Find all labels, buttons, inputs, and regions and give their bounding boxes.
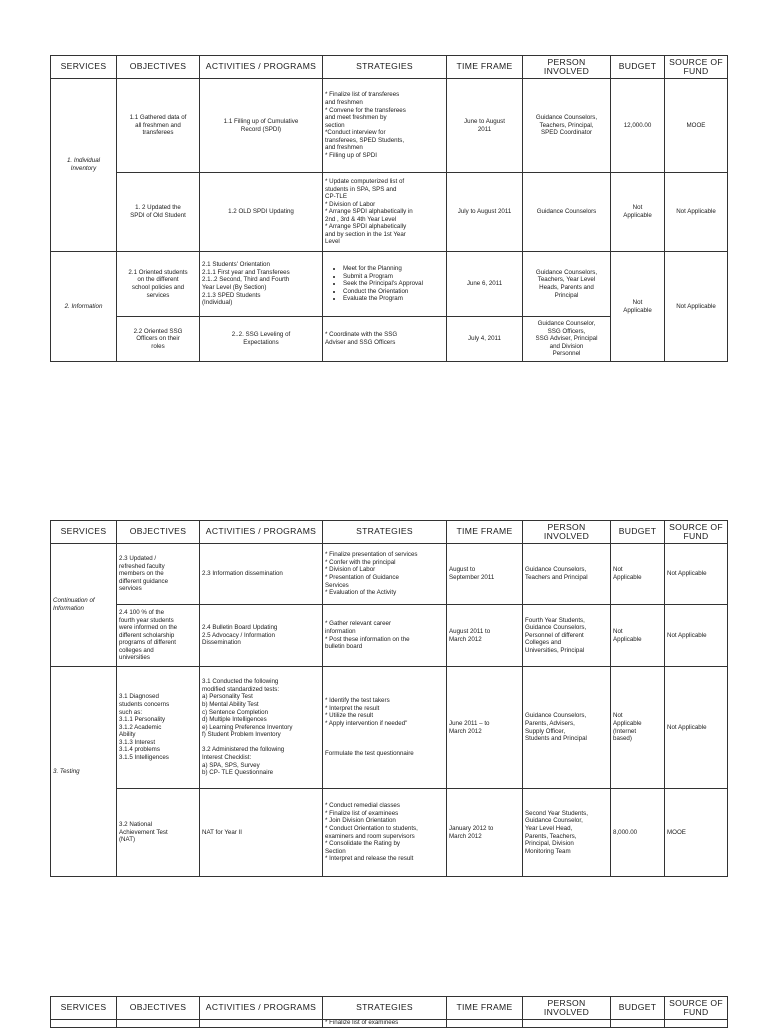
time-frame-cell: June to August 2011 <box>447 79 523 173</box>
header-services: SERVICES <box>51 56 117 79</box>
persons-cell: Second Year Students, Guidance Counselor, Year Level Head, Parents, Teachers, Principal, Division Monitoring Team <box>523 789 611 877</box>
header-person-involved: PERSON INVOLVED <box>523 521 611 544</box>
fund-cell: Not Applicable <box>665 544 728 605</box>
header-row <box>51 997 728 1020</box>
list-item: • Seek the Principal's Approval <box>343 280 444 288</box>
strategy-cell: * Update computerized list of students in SPA, SPS and CP-TLE * Division of Labor * Arrange SPDI alphabetically in 2nd , 3rd & 4th Year Level * Arrange SPDI alphabetically and by section in the 1st Year Level <box>323 173 447 252</box>
header-row <box>51 56 728 79</box>
header-objectives: OBJECTIVES <box>117 521 200 544</box>
header-budget: BUDGET <box>611 997 665 1020</box>
budget-cell: 8,000.00 <box>611 789 665 877</box>
list-item: • Conduct the Orientation <box>343 288 444 296</box>
strategy-cell: * Conduct remedial classes * Finalize list of examinees * Join Division Orientation * Conduct Orientation to students, examiners and room supervisors * Consolidate the Rating by Section * Interpret and release the result <box>323 789 447 877</box>
header-time-frame: TIME FRAME <box>447 521 523 544</box>
objective-cell: 2.1 Oriented students on the different school policies and services <box>117 252 200 317</box>
service-cell: Continuation of Information <box>51 544 117 667</box>
strategy-cell <box>323 252 447 317</box>
persons-cell: Guidance Counselors, Parents, Advisers, Supply Officer, Students and Principal <box>523 667 611 789</box>
objective-cell: 2.3 Updated / refreshed faculty members on the different guidance services <box>117 544 200 605</box>
guidance-plan-table-2 <box>50 520 728 877</box>
strategy-cell: * Finalize list of examinees <box>323 1020 447 1028</box>
persons-cell: Guidance Counselors <box>523 173 611 252</box>
guidance-plan-table-3 <box>50 996 728 1028</box>
persons-cell: Guidance Counselors, Teachers, Year Level Heads, Parents and Principal <box>523 252 611 317</box>
persons-cell: Guidance Counselor, SSG Officers, SSG Adviser, Principal and Division Personnel <box>523 317 611 362</box>
objective-cell: 3.2 National Achievement Test (NAT) <box>117 789 200 877</box>
strategy-cell: * Identify the test takers * Interpret the result * Utilize the result * Apply intervention if needed" Formulate the test questionnaire <box>323 667 447 789</box>
table-row <box>51 544 728 605</box>
guidance-plan-table-1 <box>50 55 728 362</box>
fund-cell: Not Applicable <box>665 667 728 789</box>
list-item: • Evaluate the Program <box>343 295 444 303</box>
activity-cell: 3.1 Conducted the following modified standardized tests: a) Personality Test b) Mental Ability Test c) Sentence Completion d) Multiple Intelligences e) Learning Preference Inventory f) Student Problem Inventory 3.2 Administered the following Interest Checklist: a) SPA, SPS, Survey b) CP- TLE Questionnaire <box>200 667 323 789</box>
objective-cell: 1. 2 Updated the SPDI of Old Student <box>117 173 200 252</box>
fund-cell: MOOE <box>665 79 728 173</box>
fund-cell: MOOE <box>665 789 728 877</box>
list-item: • Meet for the Planning <box>343 265 444 273</box>
service-cell: 1. Individual Inventory <box>51 79 117 252</box>
budget-cell: Not Applicable <box>611 173 665 252</box>
fund-cell: Not Applicable <box>665 605 728 667</box>
objective-cell: 3.1 Diagnosed students concerns such as: 3.1.1 Personality 3.1.2 Academic Ability 3.1.3 Interest 3.1.4 problems 3.1.5 Intelligences <box>117 667 200 789</box>
budget-cell: Not Applicable <box>611 605 665 667</box>
header-objectives: OBJECTIVES <box>117 56 200 79</box>
activity-cell: 1.2 OLD SPDI Updating <box>200 173 323 252</box>
persons-cell: Guidance Counselors, Teachers and Principal <box>523 544 611 605</box>
header-source-of-fund: SOURCE OF FUND <box>665 56 728 79</box>
list-item: • Submit a Program <box>343 273 444 281</box>
table-row <box>51 605 728 667</box>
budget-cell: Not Applicable (Internet based) <box>611 667 665 789</box>
header-budget: BUDGET <box>611 521 665 544</box>
time-frame-cell: July to August 2011 <box>447 173 523 252</box>
table-row <box>51 789 728 877</box>
header-row <box>51 521 728 544</box>
time-frame-cell: June 6, 2011 <box>447 252 523 317</box>
objective-cell: 1.1 Gathered data of all freshmen and transferees <box>117 79 200 173</box>
header-time-frame: TIME FRAME <box>447 56 523 79</box>
budget-cell: Not Applicable <box>611 544 665 605</box>
activity-cell: 2.4 Bulletin Board Updating 2.5 Advocacy / Information Dissemination <box>200 605 323 667</box>
strategy-cell: * Coordinate with the SSG Adviser and SSG Officers <box>323 317 447 362</box>
header-source-of-fund: SOURCE OF FUND <box>665 997 728 1020</box>
activity-cell: 2.3 Information dissemination <box>200 544 323 605</box>
header-person-involved: PERSON INVOLVED <box>523 56 611 79</box>
activity-cell: 2.1 Students' Orientation 2.1.1 First year and Transferees 2.1..2 Second, Third and Fourth Year Level (By Section) 2.1.3 SPED Students (Individual) <box>200 252 323 317</box>
time-frame-cell: June 2011 – to March 2012 <box>447 667 523 789</box>
header-activities: ACTIVITIES / PROGRAMS <box>200 56 323 79</box>
header-activities: ACTIVITIES / PROGRAMS <box>200 521 323 544</box>
objective-cell: 2.2 Oriented SSG Officers on their roles <box>117 317 200 362</box>
header-services: SERVICES <box>51 521 117 544</box>
activity-cell: NAT for Year II <box>200 789 323 877</box>
table-row <box>51 79 728 173</box>
time-frame-cell: July 4, 2011 <box>447 317 523 362</box>
header-objectives: OBJECTIVES <box>117 997 200 1020</box>
header-strategies: STRATEGIES <box>323 997 447 1020</box>
persons-cell: Fourth Year Students, Guidance Counselors, Personnel of different Colleges and Universities, Principal <box>523 605 611 667</box>
activity-cell: 2..2. SSG Leveling of Expectations <box>200 317 323 362</box>
fund-cell: Not Applicable <box>665 173 728 252</box>
time-frame-cell: January 2012 to March 2012 <box>447 789 523 877</box>
service-cell: 2. Information <box>51 252 117 362</box>
objective-cell: 2.4 100 % of the fourth year students were informed on the different scholarship programs of different colleges and universities <box>117 605 200 667</box>
strategy-cell: * Finalize list of transferees and freshmen * Convene for the transferees and meet freshmen by section *Conduct interview for transferees, SPED Students, and freshmen * Filling up of SPDI <box>323 79 447 173</box>
header-strategies: STRATEGIES <box>323 521 447 544</box>
header-source-of-fund: SOURCE OF FUND <box>665 521 728 544</box>
activity-cell: 1.1 Filling up of Cumulative Record (SPDI) <box>200 79 323 173</box>
budget-cell: Not Applicable <box>611 252 665 362</box>
service-cell: 3. Testing <box>51 667 117 877</box>
time-frame-cell: August 2011 to March 2012 <box>447 605 523 667</box>
table-row <box>51 173 728 252</box>
header-budget: BUDGET <box>611 56 665 79</box>
table-row <box>51 667 728 789</box>
time-frame-cell: August to September 2011 <box>447 544 523 605</box>
header-activities: ACTIVITIES / PROGRAMS <box>200 997 323 1020</box>
fund-cell: Not Applicable <box>665 252 728 362</box>
strategy-cell: * Finalize presentation of services * Confer with the principal * Division of Labor * Presentation of Guidance Services * Evaluation of the Activity <box>323 544 447 605</box>
table-row <box>51 252 728 317</box>
persons-cell: Guidance Counselors, Teachers, Principal, SPED Coordinator <box>523 79 611 173</box>
strategy-cell: * Gather relevant career information * Post these information on the bulletin board <box>323 605 447 667</box>
strategy-list <box>325 265 444 303</box>
header-time-frame: TIME FRAME <box>447 997 523 1020</box>
budget-cell: 12,000.00 <box>611 79 665 173</box>
header-person-involved: PERSON INVOLVED <box>523 997 611 1020</box>
header-strategies: STRATEGIES <box>323 56 447 79</box>
header-services: SERVICES <box>51 997 117 1020</box>
